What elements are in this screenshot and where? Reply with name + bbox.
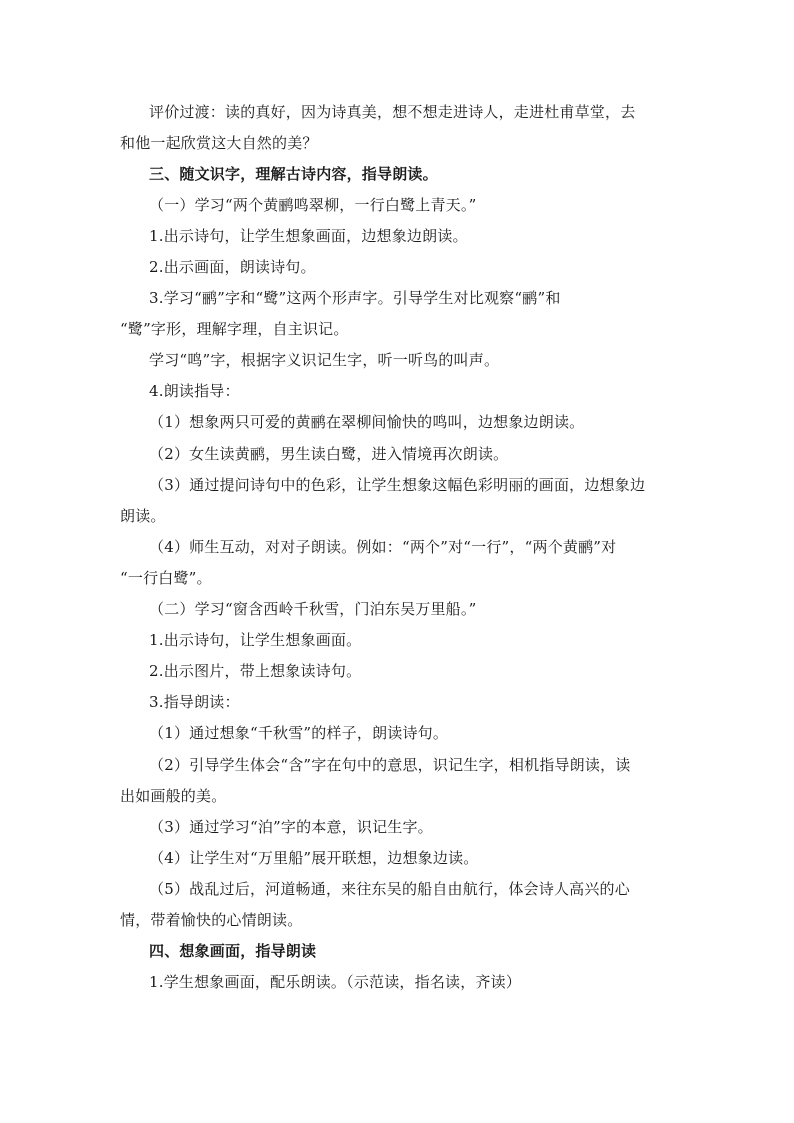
paragraph-line: 出如画般的美。 <box>120 787 227 805</box>
subsection-heading: （二）学习“窗含西岭千秋雪，门泊东吴万里船。” <box>149 600 477 618</box>
paragraph-line: “一行白鹭”。 <box>120 569 212 587</box>
paragraph-line: 2.出示画面，朗读诗句。 <box>149 258 316 276</box>
paragraph-line: 2.出示图片，带上想象读诗句。 <box>149 662 362 680</box>
paragraph-line: （1）想象两只可爱的黄鹂在翠柳间愉快的鸣叫，边想象边朗读。 <box>149 413 585 431</box>
paragraph-line: 1.出示诗句，让学生想象画面，边想象边朗读。 <box>149 227 468 245</box>
subsection-heading: （一）学习“两个黄鹂鸣翠柳，一行白鹭上青天。” <box>149 196 477 214</box>
paragraph-line: （3）通过提问诗句中的色彩，让学生想象这幅色彩明丽的画面，边想象边 <box>149 476 646 494</box>
paragraph-line: （5）战乱过后，河道畅通，来往东吴的船自由航行，体会诗人高兴的心 <box>149 880 630 898</box>
paragraph-line: （2）引导学生体会“含”字在句中的意思，识记生字，相机指导朗读，读 <box>149 756 631 774</box>
paragraph-line: 情，带着愉快的心情朗读。 <box>120 911 303 929</box>
paragraph-line: 4.朗读指导： <box>149 382 240 400</box>
paragraph-line: 学习“鸣”字，根据字义识记生字，听一听鸟的叫声。 <box>149 351 500 369</box>
section-heading: 四、想象画面，指导朗读 <box>149 942 317 960</box>
paragraph-line: （2）女生读黄鹂，男生读白鹭，进入情境再次朗读。 <box>149 445 509 463</box>
paragraph-line: 3.指导朗读： <box>149 693 240 711</box>
section-heading: 三、随文识字，理解古诗内容，指导朗读。 <box>149 165 438 183</box>
paragraph-line: “鹭”字形，理解字理，自主识记。 <box>120 320 349 338</box>
paragraph-line: （4）让学生对“万里船”展开联想，边想象边读。 <box>149 849 479 867</box>
paragraph-line: 1.出示诗句，让学生想象画面。 <box>149 631 362 649</box>
paragraph-line: （4）师生互动，对对子朗读。例如：“两个”对“一行”，“两个黄鹂”对 <box>149 538 617 556</box>
paragraph-line: 和他一起欣赏这大自然的美？ <box>120 134 318 152</box>
paragraph-line: （3）通过学习“泊”字的本意，识记生字。 <box>149 818 433 836</box>
paragraph-line: 评价过渡：读的真好，因为诗真美，想不想走进诗人，走进杜甫草堂，去 <box>149 103 636 121</box>
paragraph-line: 朗读。 <box>120 507 166 525</box>
paragraph-line: 1.学生想象画面，配乐朗读。（示范读，指名读，齐读） <box>149 973 522 991</box>
paragraph-line: （1）通过想象“千秋雪”的样子，朗读诗句。 <box>149 724 449 742</box>
paragraph-line: 3.学习“鹂”字和“鹭”这两个形声字。引导学生对比观察“鹂”和 <box>149 289 561 307</box>
